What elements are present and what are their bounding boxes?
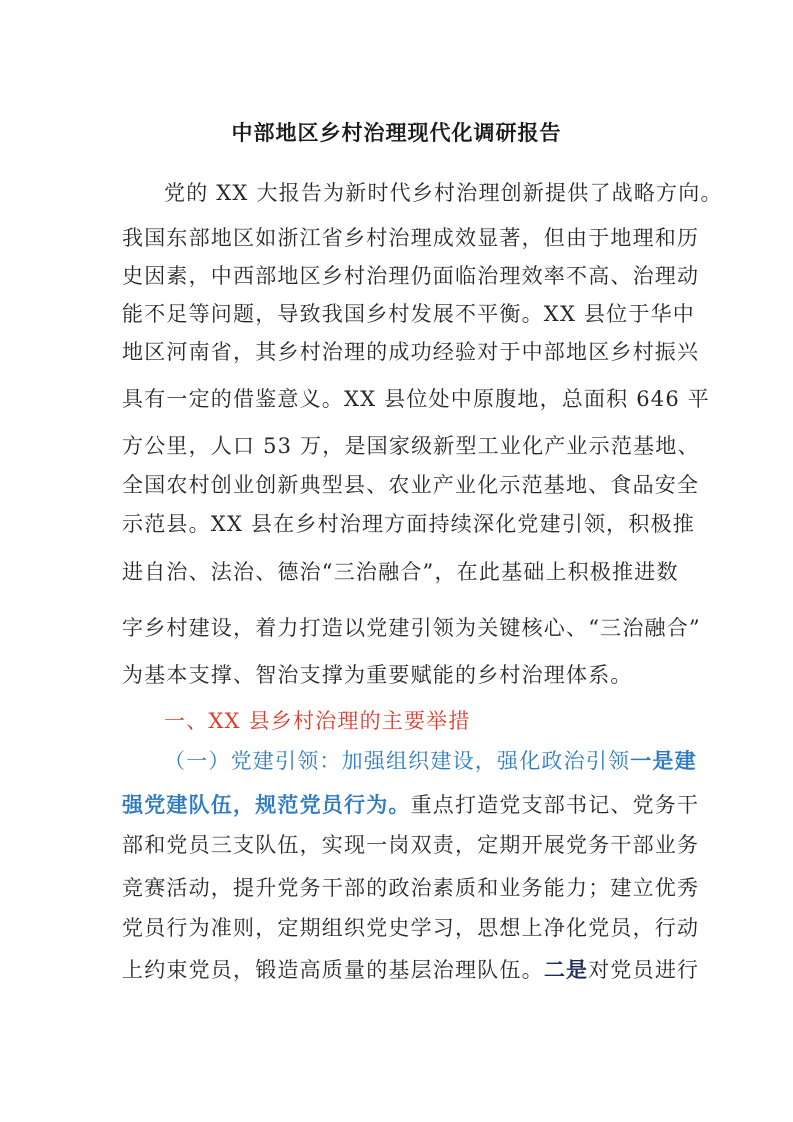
body-line-4: [122, 955, 699, 985]
line2-rest: 重点打造党支部书记、党务干: [410, 793, 700, 817]
intro-line-4: 能不足等问题，导致我国乡村发展不平衡。XX 县位于华中: [122, 302, 695, 326]
page-title: 中部地区乡村治理现代化调研报告: [231, 120, 562, 145]
intro-line-7: 方公里，人口 53 万，是国家级新型工业化产业示范基地、: [122, 434, 700, 458]
body-line-4-text: 上约束党员，锻造高质量的基层治理队伍。: [122, 958, 544, 982]
intro-line-6: 具有一定的借鉴意义。XX 县位处中原腹地，总面积 646 平: [122, 387, 711, 411]
intro-line-12: 为基本支撑、智治支撑为重要赋能的乡村治理体系。: [122, 663, 633, 687]
intro-line-1: 党的 XX 大报告为新时代乡村治理创新提供了战略方向。: [164, 181, 723, 205]
intro-line-10: 进自治、法治、德治“三治融合”，在此基础上积极推进数: [122, 560, 679, 584]
body-line-3: 党员行为准则，定期组织党史学习，思想上净化党员，行动: [122, 916, 700, 940]
subsection-heading-1: （一）党建引领：加强组织建设，强化政治引领: [164, 749, 631, 773]
second-item-marker: 二是: [543, 957, 589, 982]
body-line-1: 部和党员三支队伍，实现一岗双责，定期开展党务干部业务: [122, 833, 700, 857]
intro-line-11: 字乡村建设，着力打造以党建引领为关键核心、“三治融合”: [122, 616, 701, 640]
subsection-line-2: [122, 790, 699, 820]
first-item-marker: 一是建: [630, 748, 697, 773]
intro-line-5: 地区河南省，其乡村治理的成功经验对于中部地区乡村振兴: [122, 340, 700, 364]
subsection-line-1: [164, 746, 697, 776]
intro-line-2: 我国东部地区如浙江省乡村治理成效显著，但由于地理和历: [122, 226, 700, 250]
section-heading-1: 一、XX 县乡村治理的主要举措: [164, 709, 471, 733]
intro-line-9: 示范县。XX 县在乡村治理方面持续深化党建引领，积极推: [122, 512, 695, 536]
first-item-heading: 强党建队伍，规范党员行为。: [122, 792, 411, 817]
intro-line-3: 史因素，中西部地区乡村治理仍面临治理效率不高、治理动: [122, 264, 700, 288]
intro-line-8: 全国农村创业创新典型县、农业产业化示范基地、食品安全: [122, 473, 700, 497]
body-line-4-tail: 对党员进行: [588, 958, 700, 982]
body-line-2: 竞赛活动，提升党务干部的政治素质和业务能力；建立优秀: [122, 876, 700, 900]
